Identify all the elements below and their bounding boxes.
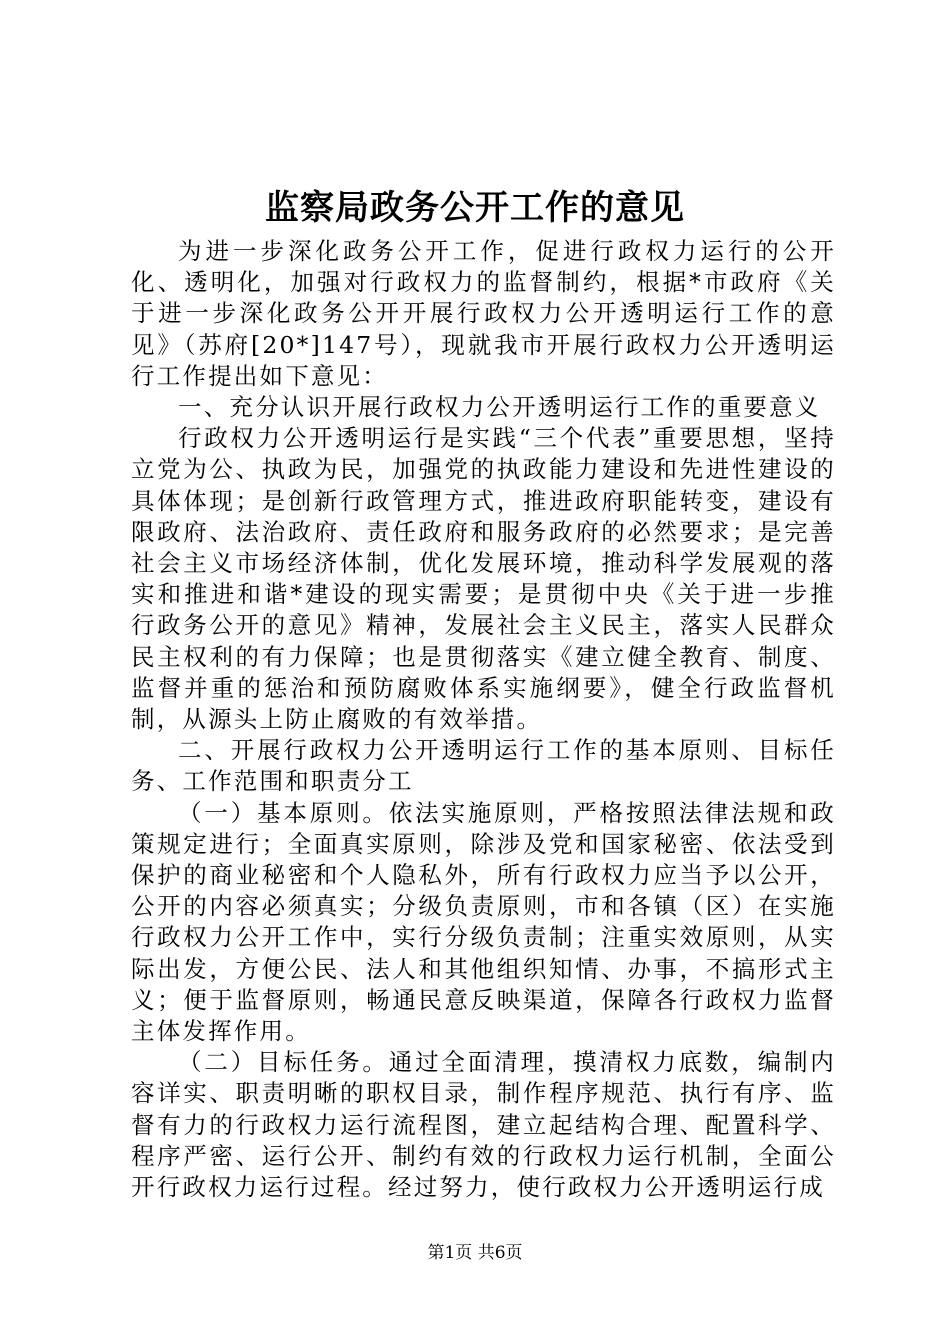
paragraph-basic-principles: （一）基本原则。依法实施原则，严格按照法律法规和政策规定进行；全面真实原则，除涉及党和国家秘密、依法受到保护的商业秘密和个人隐私外，所有行政权力应当予以公开，公开的内容必须真实；分级负责原则，市和各镇（区）在实施行政权力公开工作中，实行分级负责制；注重实效原则，从实际出发，方便公民、法人和其他组织知情、办事，不搞形式主义；便于监督原则，畅通民意反映渠道，保障各行政权力监督主体发挥作用。 bbox=[131, 798, 836, 1046]
page-footer: 第1页 共6页 bbox=[427, 1243, 523, 1263]
section-heading-1: 一、充分认识开展行政权力公开透明运行工作的重要意义 bbox=[178, 393, 821, 422]
paragraph-intro: 为进一步深化政务公开工作，促进行政权力运行的公开化、透明化，加强对行政权力的监督制约，根据*市政府《关于进一步深化政务公开开展行政权力公开透明运行工作的意见》（苏府[20*]147号），现就我市开展行政权力公开透明运行工作提出如下意见： bbox=[131, 237, 836, 390]
document-body bbox=[131, 236, 836, 1203]
section-heading-2: 二、开展行政权力公开透明运行工作的基本原则、目标任务、工作范围和职责分工 bbox=[131, 736, 836, 796]
document-title: 监察局政务公开工作的意见 bbox=[265, 188, 685, 228]
paragraph-significance: 行政权力公开透明运行是实践“三个代表”重要思想，坚持立党为公、执政为民，加强党的执政能力建设和先进性建设的具体体现；是创新行政管理方式，推进政府职能转变，建设有限政府、法治政府、责任政府和服务政府的必然要求；是完善社会主义市场经济体制，优化发展环境，推动科学发展观的落实和推进和谐*建设的现实需要；是贯彻中央《关于进一步推行政务公开的意见》精神，发展社会主义民主，落实人民群众民主权利的有力保障；也是贯彻落实《建立健全教育、制度、监督并重的惩治和预防腐败体系实施纲要》，健全行政监督机制，从源头上防止腐败的有效举措。 bbox=[131, 424, 836, 734]
paragraph-objectives: （二）目标任务。通过全面清理，摸清权力底数，编制内容详实、职责明晰的职权目录，制作程序规范、执行有序、监督有力的行政权力运行流程图，建立起结构合理、配置科学、程序严密、运行公开、制约有效的行政权力运行机制，全面公开行政权力运行过程。经过努力，使行政权力公开透明运行成 bbox=[131, 1048, 836, 1202]
